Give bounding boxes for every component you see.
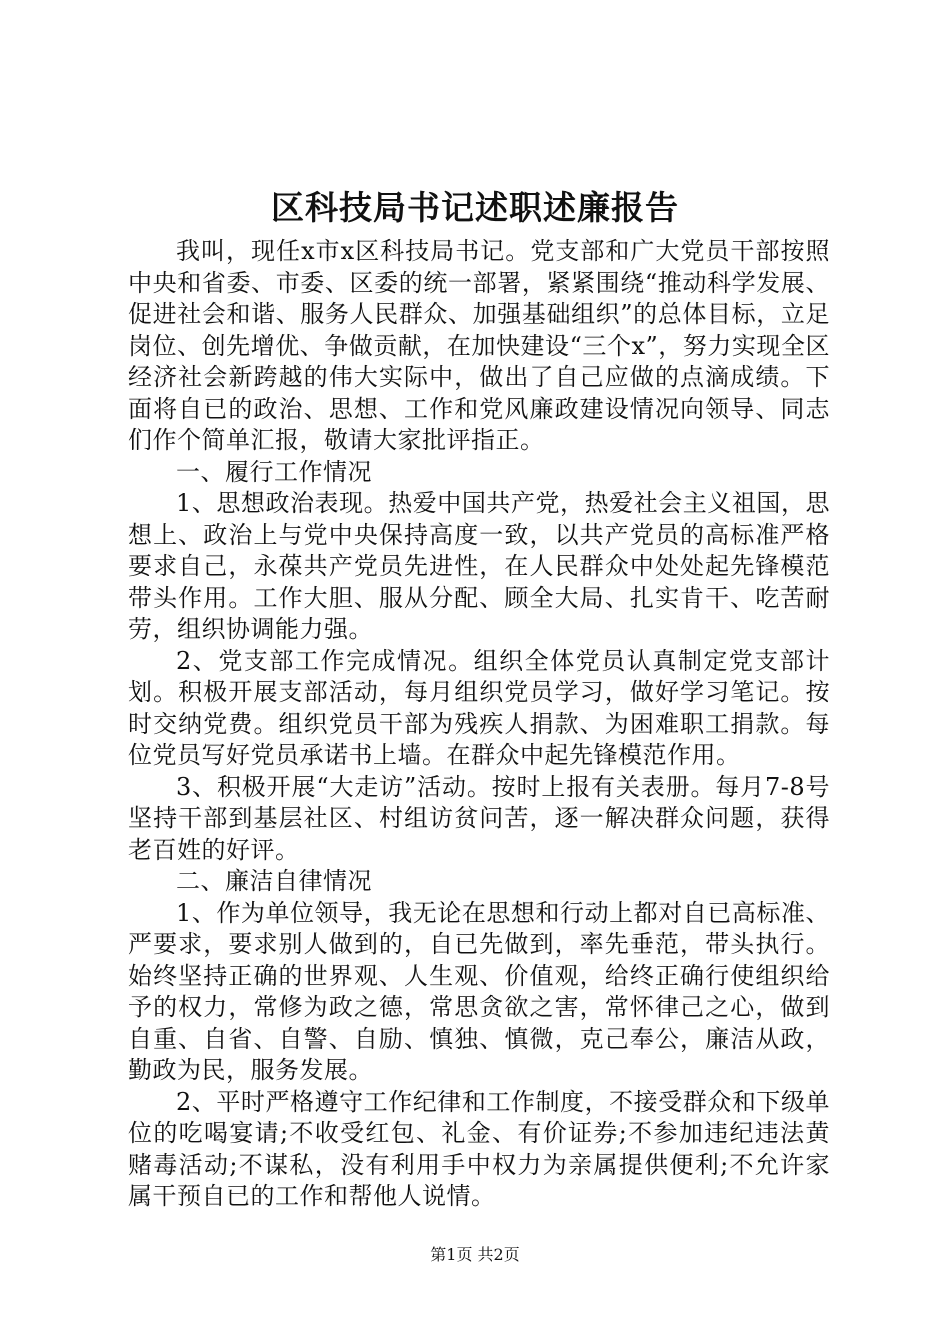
document-title: 区科技局书记述职述廉报告 [271,188,679,227]
paragraph-1-2: 2、党支部工作完成情况。组织全体党员认真制定党支部计划。积极开展支部活动，每月组织党员学习，做好学习笔记。按时交纳党费。组织党员干部为残疾人捐款、为困难职工捐款。每位党员写好党员承诺书上墙。在群众中起先锋模范作用。 [128,646,830,769]
page-footer: 第1页 共2页 [430,1245,520,1264]
section-heading-1: 一、履行工作情况 [176,457,372,486]
section-heading-2: 二、廉洁自律情况 [176,867,372,895]
paragraph-intro: 我叫，现任x市x区科技局书记。党支部和广大党员干部按照中央和省委、市委、区委的统一部署，紧紧围绕“推动科学发展、促进社会和谐、服务人民群众、加强基础组织”的总体目标，立足岗位、创先增优、争做贡献，在加快建设“三个x”，努力实现全区经济社会新跨越的伟大实际中，做出了自己应做的点滴成绩。下面将自已的政治、思想、工作和党风廉政建设情况向领导、同志们作个简单汇报，敬请大家批评指正。 [128,237,830,454]
document-body [128,236,830,1213]
paragraph-2-1: 1、作为单位领导，我无论在思想和行动上都对自已高标准、严要求，要求别人做到的，自已先做到，率先垂范，带头执行。始终坚持正确的世界观、人生观、价值观，给终正确行使组织给予的权力，常修为政之德，常思贪欲之害，常怀律己之心，做到自重、自省、自警、自励、慎独、慎微，克己奉公，廉洁从政，勤政为民，服务发展。 [128,898,830,1084]
paragraph-2-2: 2、平时严格遵守工作纪律和工作制度，不接受群众和下级单位的吃喝宴请;不收受红包、礼金、有价证券;不参加违纪违法黄赌毒活动;不谋私，没有利用手中权力为亲属提供便利;不允许家属干预自已的工作和帮他人说情。 [128,1087,830,1210]
paragraph-1-1: 1、思想政治表现。热爱中国共产党，热爱社会主义祖国，思想上、政治上与党中央保持高度一致，以共产党员的高标准严格要求自己，永葆共产党员先进性，在人民群众中处处起先锋模范带头作用。工作大胆、服从分配、顾全大局、扎实肯干、吃苦耐劳，组织协调能力强。 [128,489,830,643]
paragraph-1-3: 3、积极开展“大走访”活动。按时上报有关表册。每月7-8号坚持干部到基层社区、村组访贫问苦，逐一解决群众问题，获得老百姓的好评。 [128,772,830,864]
